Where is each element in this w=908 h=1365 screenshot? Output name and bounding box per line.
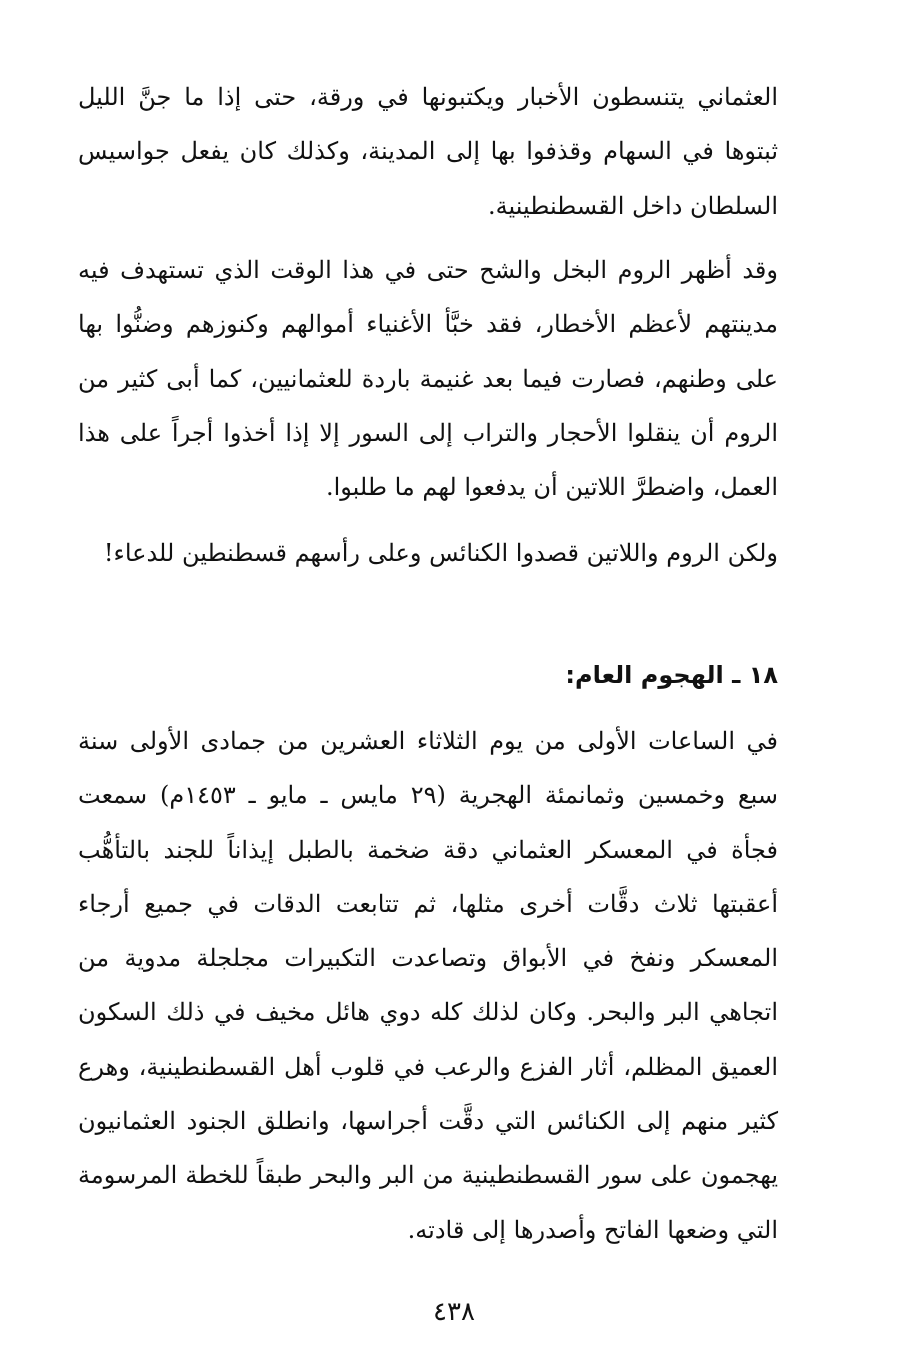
section-heading: ١٨ ـ الهجوم العام: xyxy=(565,661,778,689)
paragraph-general-attack: في الساعات الأولى من يوم الثلاثاء العشرين من جمادى الأولى سنة سبع وخمسين وثمانمئة الهجرية (٢٩ مايس ـ مايو ـ ١٤٥٣م) سمعت فجأة في المعسكر العثماني دقة ضخمة بالطبل إيذاناً للجند بالتأهُّب أعقبتها ثلاث دقَّات أخرى مثلها، ثم تتابعت الدقات في جميع أرجاء المعسكر ونفخ في الأبواق وتصاعدت التكبيرات مجلجلة مدوية من اتجاهي البر والبحر. وكان لذلك كله دوي هائل مخيف في ذلك السكون العميق المظلم، أثار الفزع والرعب في قلوب أهل القسطنطينية، وهرع كثير منهم إلى الكنائس التي دقَّت أجراسها، وانطلق الجنود العثمانيون يهجمون على سور القسطنطينية من البر والبحر طبقاً للخطة المرسومة التي وضعها الفاتح وأصدرها إلى قادته. xyxy=(78,727,779,1244)
paragraph-greed-of-romans: وقد أظهر الروم البخل والشح حتى في هذا الوقت الذي تستهدف فيه مدينتهم لأعظم الأخطار، فقد خبَّأ الأغنياء أموالهم وكنوزهم وضنُّوا بها على وطنهم، فصارت فيما بعد غنيمة باردة للعثمانيين، كما أبى كثير من الروم أن ينقلوا الأحجار والتراب إلى السور إلا إذا أخذوا أجراً على هذا العمل، واضطرَّ اللاتين أن يدفعوا لهم ما طلبوا. xyxy=(78,256,778,502)
paragraph-churches-prayer: ولكن الروم واللاتين قصدوا الكنائس وعلى رأسهم قسطنطين للدعاء! xyxy=(103,539,778,567)
paragraph-spies-arrows: العثماني يتنسطون الأخبار ويكتبونها في ورقة، حتى إذا ما جنَّ الليل ثبتوها في السهام وقذفوا بها إلى المدينة، وكذلك كان يفعل جواسيس السلطان داخل القسطنطينية. xyxy=(78,83,778,220)
page-number: ٤٣٨ xyxy=(433,1297,475,1327)
